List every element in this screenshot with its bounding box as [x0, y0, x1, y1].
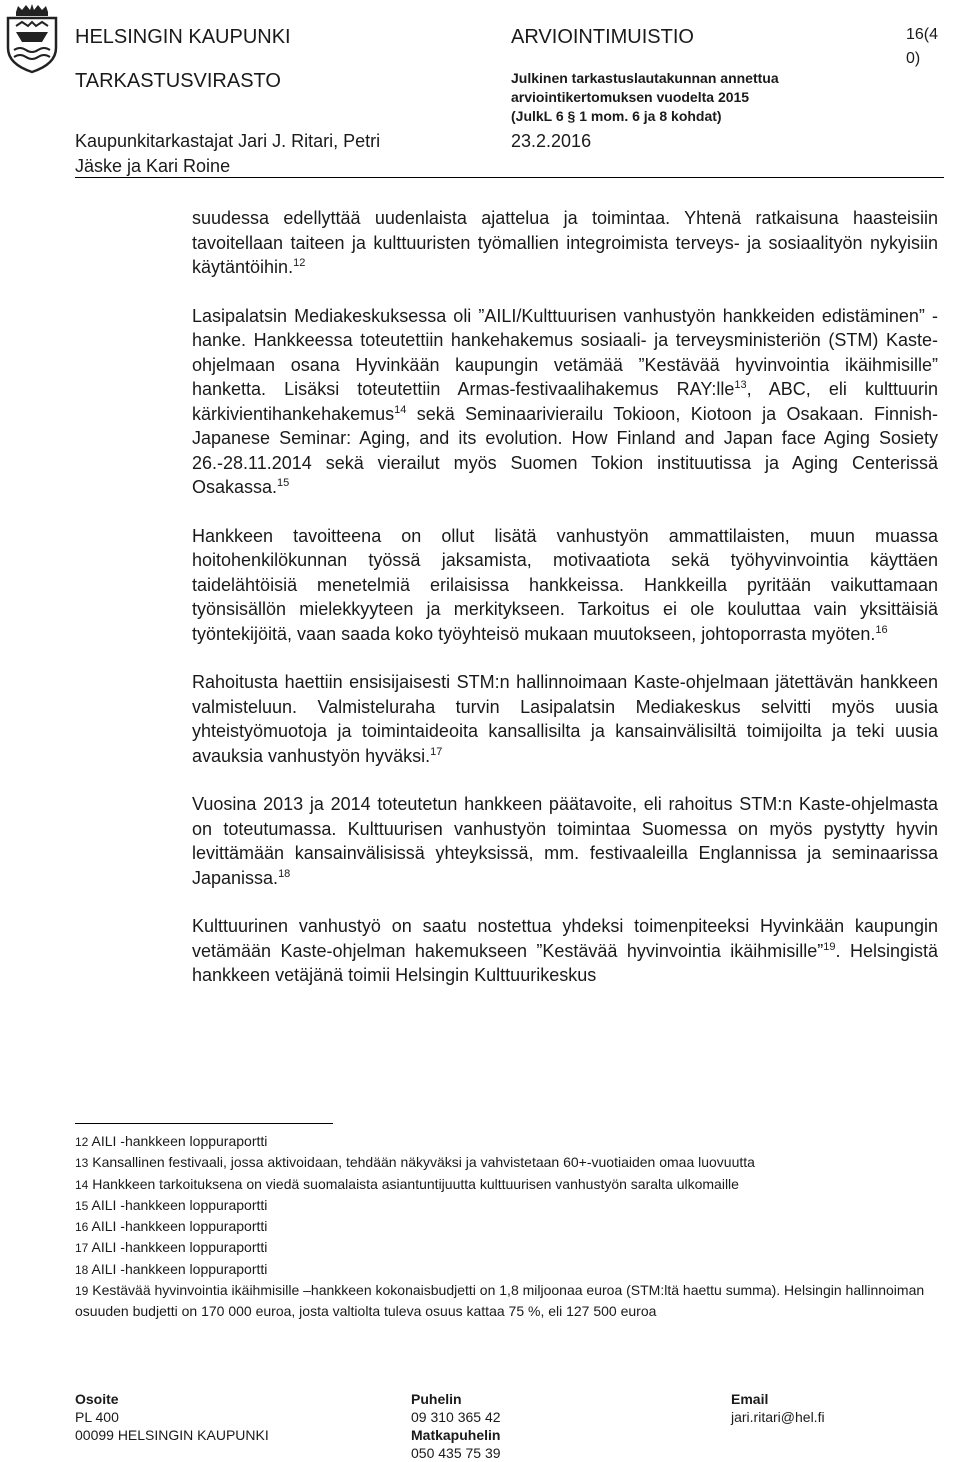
- helsinki-crest-logo: [2, 2, 62, 74]
- paragraph: suudessa edellyttää uudenlaista ajattelua ja toimintaa. Yhtenä ratkaisuna haasteisiin tavoitellaan taiteen ja kulttuuristen työmallien integroimista terveys- ja sosiaalityön nykyisiin käytäntöihin.$^{12}$: [192, 208, 938, 277]
- footnote-number: 13: [75, 1156, 89, 1171]
- footnote-number: 14: [75, 1177, 89, 1192]
- footnote-item: 15 AILI -hankkeen loppuraportti: [75, 1196, 268, 1213]
- footnote-number: 15: [75, 1198, 89, 1213]
- footnote-ref: 14: [394, 403, 407, 416]
- footnote-ref: 19: [823, 940, 836, 953]
- phone-label: Puhelin: [411, 1391, 462, 1407]
- department-name: TARKASTUSVIRASTO: [75, 70, 281, 92]
- footer-address: [75, 1390, 269, 1444]
- footer-phone: [411, 1390, 501, 1462]
- footnote-item: 19 Kestävää hyvinvointia ikäihmisille –hankkeen kokonaisbudjetti on 1,8 miljoonaa euroa (STM:ltä haettu summa). Helsingin hallinnoiman osuuden budjetti on 170 000 euroa, josta valtiolta tuleva osuus kattaa 75 %, eli 127 500 euroa: [75, 1282, 925, 1320]
- footnote-item: 14 Hankkeen tarkoituksena on viedä suomalaista asiantuntijuutta kulttuurisen vanhustyön saralta ulkomaille: [75, 1175, 739, 1192]
- header-divider: [75, 177, 944, 178]
- paragraph: Rahoitusta haettiin ensisijaisesti STM:n hallinnoimaan Kaste-ohjelmaan jätettävän hankkeen valmisteluun. Valmisteluraha turvin Lasipalatsin Mediakeskus selvitti myös uusia yhteistyömuotoja ja toimintaideoita kansallisilta ja kansainvälisiltä toimijoilta ja teki uusia avauksia vanhustyön hyväksi.$^{17}$: [192, 672, 938, 766]
- footnote-ref: 15: [277, 477, 290, 489]
- footnote-divider: [75, 1123, 333, 1124]
- footnote-number: 17: [75, 1241, 89, 1256]
- org-name: HELSINGIN KAUPUNKI: [75, 26, 291, 48]
- footnote-number: 18: [75, 1262, 89, 1277]
- footnote-number: 19: [75, 1284, 89, 1299]
- authors-line-2: Jäske ja Kari Roine: [75, 156, 231, 176]
- address-line-2: 00099 HELSINGIN KAUPUNKI: [75, 1427, 269, 1443]
- email-label: Email: [731, 1391, 769, 1407]
- footnote-item: 13 Kansallinen festivaali, jossa aktivoidaan, tehdään näkyväksi ja vahvistetaan 60+-vuotiaiden omaa luovuutta: [75, 1154, 755, 1171]
- mobile-number: 050 435 75 39: [411, 1445, 501, 1461]
- footnote-ref: 18: [278, 867, 291, 880]
- email-address: jari.ritari@hel.fi: [731, 1409, 825, 1425]
- footnote-item: 12 AILI -hankkeen loppuraportti: [75, 1133, 268, 1149]
- authors-line-1: Kaupunkitarkastajat Jari J. Ritari, Petri: [75, 131, 381, 151]
- phone-number: 09 310 365 42: [411, 1409, 501, 1425]
- publication-note-line-3: (JulkL 6 § 1 mom. 6 ja 8 kohdat): [511, 108, 722, 124]
- address-label: Osoite: [75, 1391, 119, 1407]
- publication-note-line-2: arviointikertomuksen vuodelta 2015: [511, 89, 750, 105]
- body-text: [192, 206, 938, 1012]
- footnote-item: 18 AILI -hankkeen loppuraportti: [75, 1260, 268, 1277]
- footnotes: [75, 1131, 945, 1322]
- paragraph: Vuosina 2013 ja 2014 toteutetun hankkeen päätavoite, eli rahoitus STM:n Kaste-ohjelmasta on toteutumassa. Kulttuurisen vanhustyön toimintaa Suomessa on myös pystytty hyvin levittämään kansainvälisissä yhteyksissä, mm. festivaaleilla Englannissa ja seminaarissa Japanissa.$^{18}$: [192, 794, 938, 888]
- document-type: ARVIOINTIMUISTIO: [511, 26, 694, 48]
- footnote-ref: 16: [875, 623, 888, 636]
- page-number-line-2: 0): [906, 50, 921, 67]
- footnote-ref: 13: [734, 379, 747, 391]
- footnote-number: 12: [75, 1135, 89, 1149]
- footnote-item: 17 AILI -hankkeen loppuraportti: [75, 1239, 268, 1256]
- page-number-line-1: 16(4: [906, 26, 939, 43]
- mobile-label: Matkapuhelin: [411, 1427, 501, 1443]
- address-line-1: PL 400: [75, 1409, 119, 1425]
- footnote-number: 16: [75, 1220, 89, 1235]
- document-date: 23.2.2016: [511, 131, 592, 151]
- footnote-item: 16 AILI -hankkeen loppuraportti: [75, 1218, 268, 1235]
- footnote-ref: 12: [293, 257, 306, 269]
- footer-email: [731, 1390, 825, 1426]
- publication-note-line-1: Julkinen tarkastuslautakunnan annettua: [511, 70, 779, 86]
- paragraph: Kulttuurinen vanhustyö on saatu nostettua yhdeksi toimenpiteeksi Hyvinkään kaupungin vetämään Kaste-ohjelman hakemukseen ”Kestävää hyvinvointia ikäihmisille”$^{19}$. Helsingistä hankkeen vetäjänä toimii Helsingin Kulttuurikeskus: [192, 916, 938, 985]
- paragraph: Hankkeen tavoitteena on ollut lisätä vanhustyön ammattilaisten, muun muassa hoitohenkilökunnan työssä jaksamista, motivaatiota sekä työhyvinvointia käyttäen taidelähtöisiä menetelmiä erilaisissa hankkeissa. Hankkeilla pyritään vaikuttamaan työnsisällön mielekkyyteen ja merkitykseen. Tarkoitus ei ole kouluttaa vain yksittäisiä työntekijöitä, vaan saada koko työyhteisö mukaan muutokseen, johtoporrasta myöten.$^{16}$: [192, 525, 938, 644]
- footnote-ref: 17: [430, 745, 443, 758]
- paragraph: Lasipalatsin Mediakeskuksessa oli ”AILI/Kulttuurisen vanhustyön hankkeiden edistäminen” -hanke. Hankkeessa toteutettiin hankehakemus sosiaali- ja terveysministeriön (STM) Kaste-ohjelmaan osana Hyvinkään kaupungin vetämää ”Kestävää hyvinvointia ikäihmisille” hanketta. Lisäksi toteutettiin Armas-festivaalihakemus RAY:lle$^{13}$, ABC, eli kulttuurin kärkivientihankehakemus$^{14}$ sekä Seminaarivierailu Tokioon, Kiotoon ja Osakaan. Finnish-Japanese Seminar: Aging, and its evolution. How Finland and Japan face Aging Sosiety 26.-28.11.2014 sekä vierailut myös Suomen Tokion instituutissa ja Aging Centerissä Osakassa.$^{15}$: [192, 305, 938, 497]
